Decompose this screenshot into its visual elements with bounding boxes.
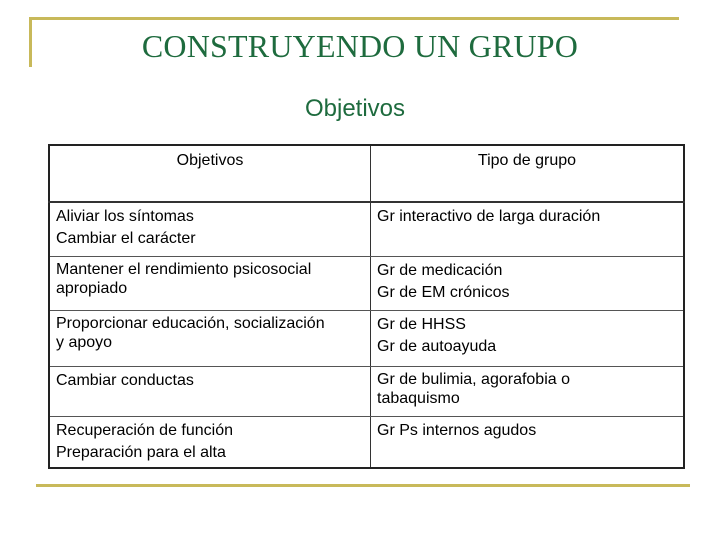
cell-objetivos [49, 310, 371, 366]
cell-tipo [371, 310, 685, 366]
frame-top-rule [29, 17, 679, 20]
cell-line: Gr de autoayuda [377, 337, 497, 355]
cell-objetivos [49, 256, 371, 310]
cell-line: Gr Ps internos agudos [377, 421, 537, 439]
table-row [49, 416, 684, 468]
slide-title: CONSTRUYENDO UN GRUPO [141, 28, 579, 64]
table-row [49, 202, 684, 256]
cell-line: Gr interactivo de larga duración [377, 208, 601, 225]
cell-line: tabaquismo [377, 389, 460, 407]
cell-line: Gr de bulimia, agorafobia o [377, 370, 570, 388]
cell-tipo [371, 366, 685, 416]
cell-tipo [371, 416, 685, 468]
cell-line: Recuperación de función [56, 421, 234, 439]
cell-line: Mantener el rendimiento psicosocial [56, 260, 312, 278]
cell-line: Preparación para el alta [56, 443, 226, 461]
cell-objetivos [49, 416, 371, 468]
cell-line: Cambiar el carácter [56, 230, 196, 247]
cell-line: Proporcionar educación, socialización [56, 314, 325, 332]
cell-line: apropiado [56, 279, 128, 297]
cell-line: Gr de medicación [377, 261, 503, 279]
cell-objetivos [49, 366, 371, 416]
cell-tipo [371, 256, 685, 310]
header-objetivos: Objetivos [49, 145, 371, 202]
table-row [49, 310, 684, 366]
cell-line: Aliviar los síntomas [56, 208, 194, 225]
cell-line: Gr de HHSS [377, 315, 466, 333]
cell-objetivos [49, 202, 371, 256]
cell-line: Cambiar conductas [56, 371, 194, 389]
cell-tipo [371, 202, 685, 256]
header-tipo-de-grupo: Tipo de grupo [371, 145, 685, 202]
frame-bottom-rule [36, 484, 690, 487]
table-row [49, 256, 684, 310]
cell-line: y apoyo [56, 333, 113, 351]
table-row [49, 366, 684, 416]
slide-subtitle: Objetivos [304, 95, 406, 122]
table-header-row [49, 145, 684, 202]
cell-line: Gr de EM crónicos [377, 283, 510, 301]
objectives-table [48, 144, 685, 469]
